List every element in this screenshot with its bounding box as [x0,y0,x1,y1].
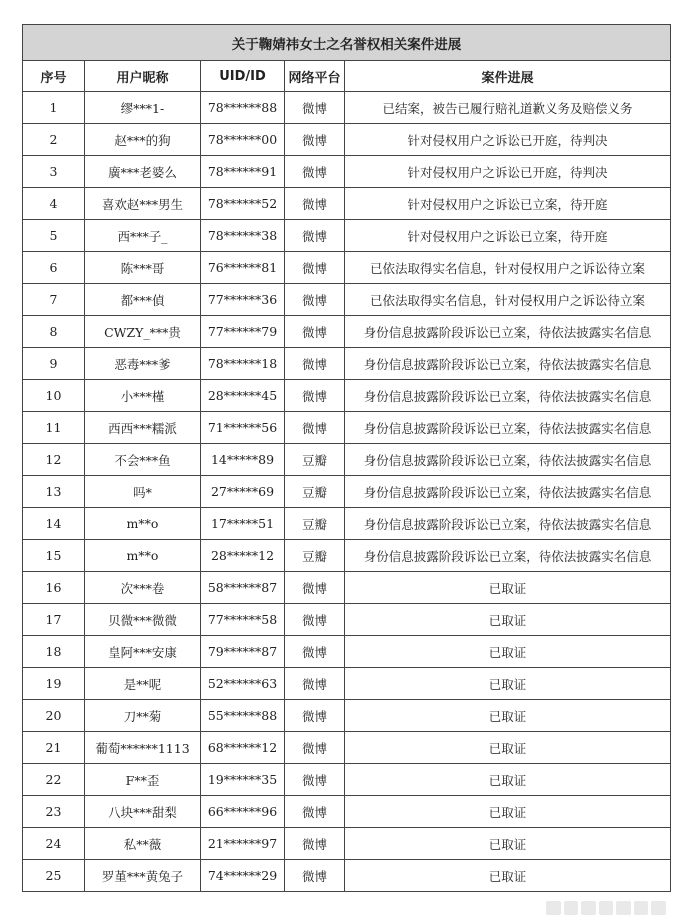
cell-uid: 78******38 [201,220,285,252]
cell-uid: 28******45 [201,380,285,412]
cell-progress: 身份信息披露阶段诉讼已立案，待依法披露实名信息 [345,476,671,508]
table-row [23,348,671,380]
cell-index: 11 [23,412,85,444]
cell-nickname: CWZY_***贵 [85,316,201,348]
cell-uid: 14*****89 [201,444,285,476]
cell-nickname: 私**薇 [85,828,201,860]
cell-progress: 已取证 [345,636,671,668]
cell-index: 2 [23,124,85,156]
cell-platform: 微博 [285,732,345,764]
watermark [546,901,666,915]
cell-index: 9 [23,348,85,380]
cell-platform: 微博 [285,316,345,348]
cell-nickname: 西西***糯派 [85,412,201,444]
cell-platform: 微博 [285,220,345,252]
cell-index: 1 [23,92,85,124]
table-body [23,92,671,892]
cell-index: 7 [23,284,85,316]
cell-progress: 已取证 [345,796,671,828]
header-uid: UID/ID [201,61,285,92]
table-row [23,284,671,316]
cell-index: 18 [23,636,85,668]
cell-nickname: 不会***鱼 [85,444,201,476]
cell-index: 10 [23,380,85,412]
cell-uid: 27*****69 [201,476,285,508]
table-title: 关于鞠婧祎女士之名誉权相关案件进展 [23,25,671,61]
table-row [23,444,671,476]
cell-index: 25 [23,860,85,892]
cell-uid: 17*****51 [201,508,285,540]
cell-platform: 豆瓣 [285,540,345,572]
cell-uid: 78******18 [201,348,285,380]
cell-uid: 78******00 [201,124,285,156]
cell-nickname: 赵***的狗 [85,124,201,156]
cell-progress: 已取证 [345,860,671,892]
table-row [23,572,671,604]
cell-uid: 76******81 [201,252,285,284]
table-row [23,860,671,892]
cell-platform: 微博 [285,604,345,636]
cell-nickname: 陈***哥 [85,252,201,284]
cell-nickname: 恶毒***爹 [85,348,201,380]
cell-nickname: 廣***老婆么 [85,156,201,188]
cell-platform: 微博 [285,348,345,380]
cell-nickname: 都***偵 [85,284,201,316]
table-row [23,508,671,540]
cell-nickname: 葡萄******1113 [85,732,201,764]
cell-platform: 微博 [285,796,345,828]
table-row [23,156,671,188]
cell-progress: 身份信息披露阶段诉讼已立案，待依法披露实名信息 [345,444,671,476]
cell-index: 19 [23,668,85,700]
cell-nickname: 皇阿***安康 [85,636,201,668]
table-row [23,540,671,572]
cell-nickname: m**o [85,508,201,540]
table-row [23,252,671,284]
table-row [23,636,671,668]
cell-uid: 66******96 [201,796,285,828]
cell-platform: 微博 [285,188,345,220]
cell-nickname: 是**呢 [85,668,201,700]
cell-nickname: 西***子_ [85,220,201,252]
cell-index: 8 [23,316,85,348]
cell-platform: 微博 [285,284,345,316]
header-platform: 网络平台 [285,61,345,92]
cell-platform: 微博 [285,700,345,732]
cell-index: 6 [23,252,85,284]
cell-progress: 身份信息披露阶段诉讼已立案，待依法披露实名信息 [345,380,671,412]
table-row [23,220,671,252]
cell-nickname: 贝微***微微 [85,604,201,636]
cell-uid: 21******97 [201,828,285,860]
cell-progress: 针对侵权用户之诉讼已立案，待开庭 [345,220,671,252]
cell-nickname: F**歪 [85,764,201,796]
cell-platform: 豆瓣 [285,444,345,476]
table-row [23,476,671,508]
table-row [23,796,671,828]
cell-progress: 已取证 [345,668,671,700]
cell-nickname: 喜欢赵***男生 [85,188,201,220]
cell-platform: 微博 [285,124,345,156]
table-row [23,124,671,156]
cell-index: 22 [23,764,85,796]
cell-progress: 已取证 [345,572,671,604]
cell-uid: 78******91 [201,156,285,188]
cell-progress: 已取证 [345,700,671,732]
cell-uid: 55******88 [201,700,285,732]
cell-uid: 68******12 [201,732,285,764]
cell-progress: 身份信息披露阶段诉讼已立案，待依法披露实名信息 [345,316,671,348]
table-row [23,828,671,860]
cell-platform: 豆瓣 [285,508,345,540]
cell-platform: 微博 [285,156,345,188]
cell-uid: 78******52 [201,188,285,220]
cell-index: 14 [23,508,85,540]
table-row [23,316,671,348]
cell-progress: 身份信息披露阶段诉讼已立案，待依法披露实名信息 [345,540,671,572]
table-row [23,732,671,764]
cell-platform: 微博 [285,380,345,412]
cell-progress: 身份信息披露阶段诉讼已立案，待依法披露实名信息 [345,348,671,380]
cell-uid: 71******56 [201,412,285,444]
case-progress-table [22,24,671,892]
header-row [23,61,671,92]
cell-nickname: 刀**菊 [85,700,201,732]
table-row [23,412,671,444]
header-nickname: 用户昵称 [85,61,201,92]
cell-platform: 微博 [285,412,345,444]
cell-progress: 已取证 [345,732,671,764]
cell-uid: 28*****12 [201,540,285,572]
cell-nickname: 小***槿 [85,380,201,412]
cell-platform: 微博 [285,252,345,284]
cell-nickname: m**o [85,540,201,572]
table-row [23,700,671,732]
cell-progress: 已依法取得实名信息，针对侵权用户之诉讼待立案 [345,252,671,284]
cell-index: 3 [23,156,85,188]
cell-uid: 77******58 [201,604,285,636]
cell-platform: 微博 [285,572,345,604]
cell-uid: 77******36 [201,284,285,316]
cell-uid: 52******63 [201,668,285,700]
cell-nickname: 吗* [85,476,201,508]
header-index: 序号 [23,61,85,92]
cell-index: 15 [23,540,85,572]
cell-platform: 微博 [285,764,345,796]
cell-uid: 19******35 [201,764,285,796]
cell-platform: 微博 [285,828,345,860]
table-row [23,188,671,220]
cell-progress: 针对侵权用户之诉讼已立案，待开庭 [345,188,671,220]
table-row [23,380,671,412]
cell-index: 20 [23,700,85,732]
cell-progress: 已依法取得实名信息，针对侵权用户之诉讼待立案 [345,284,671,316]
cell-platform: 微博 [285,636,345,668]
cell-index: 12 [23,444,85,476]
cell-index: 17 [23,604,85,636]
cell-index: 21 [23,732,85,764]
cell-progress: 已取证 [345,604,671,636]
cell-platform: 微博 [285,860,345,892]
cell-platform: 微博 [285,92,345,124]
cell-progress: 针对侵权用户之诉讼已开庭，待判决 [345,156,671,188]
title-row [23,25,671,61]
table-row [23,92,671,124]
cell-index: 24 [23,828,85,860]
cell-uid: 77******79 [201,316,285,348]
header-progress: 案件进展 [345,61,671,92]
cell-index: 4 [23,188,85,220]
table-row [23,764,671,796]
cell-progress: 已结案，被告已履行赔礼道歉义务及赔偿义务 [345,92,671,124]
cell-index: 5 [23,220,85,252]
cell-nickname: 八块***甜梨 [85,796,201,828]
cell-platform: 微博 [285,668,345,700]
cell-platform: 豆瓣 [285,476,345,508]
cell-uid: 74******29 [201,860,285,892]
cell-uid: 78******88 [201,92,285,124]
cell-index: 13 [23,476,85,508]
cell-progress: 身份信息披露阶段诉讼已立案，待依法披露实名信息 [345,412,671,444]
cell-progress: 身份信息披露阶段诉讼已立案，待依法披露实名信息 [345,508,671,540]
cell-uid: 79******87 [201,636,285,668]
cell-nickname: 次***卷 [85,572,201,604]
cell-progress: 针对侵权用户之诉讼已开庭，待判决 [345,124,671,156]
cell-progress: 已取证 [345,828,671,860]
cell-uid: 58******87 [201,572,285,604]
cell-progress: 已取证 [345,764,671,796]
table-row [23,604,671,636]
cell-nickname: 缪***1- [85,92,201,124]
cell-nickname: 罗堇***黄兔子 [85,860,201,892]
table-row [23,668,671,700]
cell-index: 23 [23,796,85,828]
cell-index: 16 [23,572,85,604]
